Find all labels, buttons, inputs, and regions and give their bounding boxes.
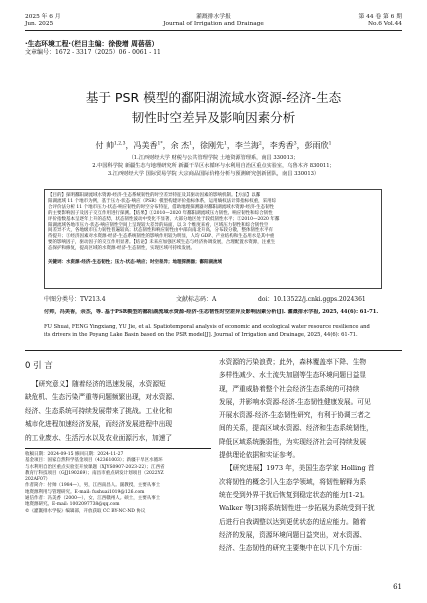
doi: doi：10.13522/j.cnki.ggps.2024361 — [258, 296, 366, 303]
abstract-line: 间差异不大，各地级市压力韧性普遍较高；状态韧性和响应韧性由中部向南北升高，分布较分散，整体韧性水平有 — [48, 228, 273, 234]
body-line: 次将韧性的概念引入生态学领域，将韧性解释为系 — [219, 477, 367, 486]
body-line: 【研究进展】1973 年，美国生态学家 Holling 首 — [226, 464, 375, 473]
body-line: 经济的发展，资源环境问题日益突出，对水资源、 — [219, 530, 367, 539]
affiliation-2: 2.中国科学院 新疆生态与地理研究所 新疆干旱区水循环与水利用自治区重点实验室，乌鲁木齐 830011； — [92, 163, 335, 169]
body-line: 发展，并影响水资源-经济-生态韧性健康发展。可见 — [219, 397, 371, 406]
footnote-line: 作者简介：付帅（1984—），男，江西南昌人。副教授，主要从事土 — [25, 483, 161, 489]
abstract-line: 阳湖流域 11 个地市为例，基于压力-状态-响应（PSR）模型构建评价指标体系，运用熵权法计算指标权重，采用综 — [48, 198, 277, 204]
author-list: 付 帅$^{1,2,3}$，冯美香$^{1*}$，余 杰$^1$，徐刚先$^1$，李兰海$^2$，李秀香$^3$，彭雨欣$^1$ — [95, 141, 332, 150]
right-column — [219, 356, 403, 555]
document-code: 文献标志码：A — [176, 296, 217, 303]
body-line: 经济、生态韧性的研究主要集中在以下几个方面： — [219, 544, 367, 553]
body-line: Walker 等[3]将系统韧性进一步拓展为系统受到干扰 — [219, 504, 375, 513]
keywords: 关键词：水资源-经济-生态韧性；压力-状态-响应；时空差异；地理探测器；鄱阳湖流域 — [48, 260, 222, 266]
body-line: 开展水资源-经济-生态韧性研究，有利于协调三者之 — [219, 411, 371, 420]
header-journal-cn: 灌溉排水学报 — [196, 14, 231, 20]
body-line: 城市化进程加速经济发展，而经济发展进程中出现 — [25, 420, 173, 429]
footnote-line: 地资源研究。E-mail: 1002097738@qq.com — [25, 502, 120, 508]
abstract-line: 待提升；③经济因素对水资源-经济-生态系统韧性的影响作用较为明显，人均 GDP、产业结构和生态用水是其中重 — [48, 234, 275, 240]
author-others: ，冯美香$^{1*}$，余 杰$^1$，徐刚先$^1$，李兰海$^2$，李秀香$^3$，彭雨欣$^1$ — [125, 141, 332, 150]
body-line: 【研究意义】随着经济的迅速发展，水资源短 — [32, 380, 166, 388]
section-rule — [25, 350, 402, 351]
footnote-line: 基金项目：国家自然科学基金项目（42361003）；新疆干旱区水循环 — [25, 458, 163, 464]
affiliation-1: （1.江西财经大学 财税与公共管理学院 土地资源管理系，南昌 330013； — [128, 155, 299, 161]
author-first: 付 帅 — [95, 141, 115, 150]
clc-number: 中图分类号：TV213.4 — [44, 296, 106, 303]
header-date-en: Jun. 2025 — [25, 21, 54, 27]
footnote-line: 与水利用自治区重点实验室开放课题（XJYS0907-2023-22）；江西省 — [25, 464, 165, 470]
footnote-line: 收稿日期：2024-09-15 修回日期：2024-11-27 — [25, 452, 124, 457]
section-heading: 0 引 言 — [25, 361, 53, 371]
footnote-line: 通信作者：冯美香（2000—），女，江西赣州人。硕士，主要从事土 — [25, 496, 161, 502]
body-line: 降低区域系统脆弱性，为实现经济社会可持续发展 — [219, 437, 367, 446]
affiliation-3: 3.江西财经大学 国际贸易学院 大宗商品国际价格分析与预测研究创新团队，南昌 330013） — [107, 171, 320, 177]
footnote — [25, 452, 211, 515]
article-code: 文章编号：1672 - 3317（2025）06 - 0061 - 11 — [25, 49, 161, 56]
header-date-cn: 2025 年 6 月 — [25, 14, 61, 20]
footnote-line: 202AF07） — [25, 477, 51, 483]
citation-en-2: its drivers in the Poyang Lake Basin based on the PSR model[J]. Journal of Irrigation and Drainage, 2025, 44(6): 61-71. — [44, 332, 358, 338]
header-rule — [25, 30, 402, 31]
body-line: 现，严重威胁着整个社会经济生态系统的可持续 — [219, 384, 360, 393]
body-line: 多样性减少、水土流失加剧等生态环境问题日益显 — [219, 371, 367, 380]
footnote-line: ©《灌溉排水学报》编辑部，开放获取 CC BY-NC-ND 协议 — [25, 508, 146, 514]
abstract — [48, 193, 378, 266]
body-line: 缺危机、生态污染严重等问题频繁出现，对水资源、 — [25, 393, 179, 402]
body-line: 经济、生态系统可持续发展带来了挑战。工业化和 — [25, 406, 173, 415]
abstract-line: 评价指数基本呈逐年上升的态势，状态韧性波动中变化不显著，大部分地区处于较低韧性水平；②2010—2020 年鄱 — [48, 216, 280, 222]
footnote-line: 教育厅科技项目（GJJ190269）；南昌市重点研发计划项目（2022YZ — [25, 470, 164, 476]
body-line: 统在受到外界干扰后恢复到稳定状态的能力[1-2]。 — [219, 490, 369, 499]
body-line: 提供理论依据和实证参考。 — [219, 451, 300, 460]
citation-en-1: FU Shuai, FENG Yingxiang, YU Jie, et al. Spatiotemporal analysis of economic and ecological water resource resilience and — [44, 324, 370, 330]
citation-cn: 付帅，冯美香，余杰，等. 基于PSR模型的鄱阳湖流域水资源-经济-生态韧性时空差异及影响因素分析[J]. 灌溉排水学报, 2025, 44(6): 61-71. — [44, 309, 379, 315]
body-line: 水资源的污染浪费；此外，森林覆盖率下降、生物 — [219, 358, 367, 366]
column-editor-line: ·生态环境工程·（栏目主编：徐俊增 周蓓蓓） — [25, 40, 159, 48]
header-volume-en: No.6 Vol.44 — [367, 21, 402, 27]
abstract-line: 要的影响因子，驱动因子的交互作用显著。【结论】未来应加强区域生态与经济协调发展，合理配置水资源，注重生 — [48, 240, 276, 246]
header-journal-en: Journal of Irrigation and Drainage — [163, 21, 264, 27]
footnote-rule — [25, 448, 211, 449]
page-number: 61 — [393, 583, 402, 591]
body-line: 间的关系，提高区域水资源、经济和生态系统韧性， — [219, 424, 373, 433]
abstract-line: 的主要影响因子及因子交互作用进行探测。【结果】①2010—2020 年鄱阳湖流域压力韧性、响应韧性和综合韧性 — [48, 210, 273, 216]
title-line-1: 基于 PSR 模型的鄱阳湖流域水资源-经济-生态 — [85, 90, 342, 105]
left-column — [25, 378, 211, 445]
abstract-line: 合评价法分析 11 个地市压力-状态-响应韧性的时空分布特征，借助地理探测器对鄱阳湖流域水资源-经济-生态韧性 — [48, 204, 275, 210]
body-line: 的工业废水、生活污水以及农业面源污水，加速了 — [25, 433, 173, 442]
footnote-line: 地资源利用与管理研究。E-mail: fushuai1019@126.com — [25, 489, 145, 495]
title-line-2: 韧性时空差异及影响因素分析 — [131, 110, 296, 125]
abstract-line: 【目的】探明鄱阳湖流域水资源-经济-生态系统韧性的时空差异特征及其驱动因素的影响机制。【方法】以鄱 — [48, 193, 261, 198]
header-volume-cn: 第 44 卷 第 6 期 — [358, 14, 402, 20]
body-line: 后进行自我调整以达到更优状态的适应能力。随着 — [219, 517, 367, 526]
abstract-line: 阳湖流域各地市压力-状态-响应韧性空间上呈现较大差异的局面，以 3 个维度来看，区域压力韧性和综合韧性空 — [48, 222, 269, 228]
abstract-line: 态保护和修复，提高区域的水资源-经济-生态韧性，实现区域可持续发展。 — [48, 246, 196, 252]
